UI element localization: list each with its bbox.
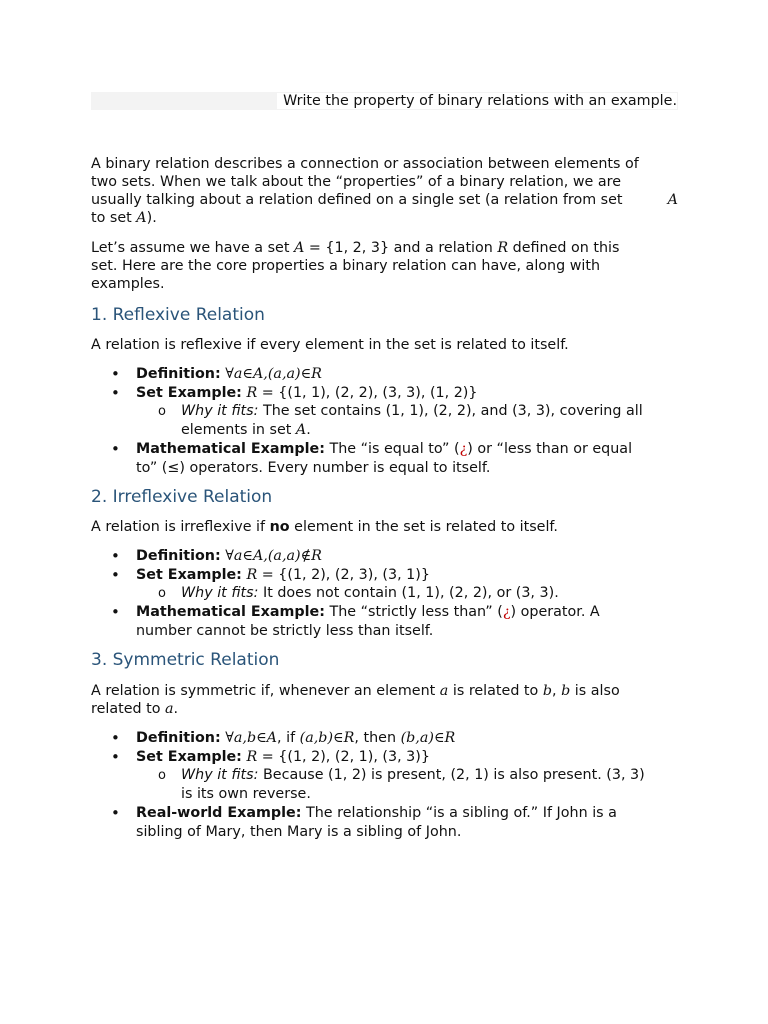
question-text: Write the property of binary relations with an example. <box>277 93 677 109</box>
definition-item: • Definition: ∀a∈A,(a,a)∈R <box>91 365 678 384</box>
property-list <box>91 547 678 640</box>
section-heading-reflexive: 1. Reflexive Relation <box>91 305 265 325</box>
property-list <box>91 365 678 477</box>
math-example-item: • Mathematical Example: The “is equal to” (¿) or “less than or equal to” (≤) operators. Every number is equal to itself. <box>91 440 678 477</box>
question-bar <box>91 92 678 110</box>
definition-item: • Definition: ∀a∈A,(a,a)∉R <box>91 547 678 566</box>
real-world-example-item: • Real-world Example: The relationship “is a sibling of.” If John is a sibling of Mary, then Mary is a sibling of John. <box>91 804 678 841</box>
definition-item: • Definition: ∀a,b∈A, if (a,b)∈R, then (b,a)∈R <box>91 729 678 748</box>
sub-list <box>136 584 678 603</box>
sub-list <box>136 766 678 804</box>
intro-paragraph: A binary relation describes a connection or association between elements of two sets. When we talk about the “properties” of a binary relation, we are usually talking about a relation defined on a single set (a relation from set A to set A). <box>91 156 678 226</box>
section-description: A relation is symmetric if, whenever an element a is related to b, b is also related to a. <box>91 683 620 717</box>
section-description: A relation is reflexive if every element in the set is related to itself. <box>91 337 569 353</box>
document-page <box>91 92 678 841</box>
section-description: A relation is irreflexive if no element in the set is related to itself. <box>91 519 558 535</box>
set-example-item: • Set Example: R = {(1, 2), (2, 1), (3, 3)} o Why it fits: Because (1, 2) is present, (2, 1) is also present. (3, 3) is its own reverse. <box>91 748 678 805</box>
set-example-item: • Set Example: R = {(1, 2), (2, 3), (3, 1)} o Why it fits: It does not contain (1, 1), (2, 2), or (3, 3). <box>91 566 678 604</box>
why-it-fits-item: o Why it fits: It does not contain (1, 1), (2, 2), or (3, 3). <box>136 584 678 603</box>
section-heading-irreflexive: 2. Irreflexive Relation <box>91 487 273 507</box>
why-it-fits-item: o Why it fits: Because (1, 2) is present, (2, 1) is also present. (3, 3) is its own reverse. <box>136 766 678 804</box>
section-heading-symmetric: 3. Symmetric Relation <box>91 650 280 670</box>
sub-list <box>136 402 678 440</box>
math-example-item: • Mathematical Example: The “strictly less than” (¿) operator. A number cannot be strictly less than itself. <box>91 603 678 640</box>
set-example-item: • Set Example: R = {(1, 1), (2, 2), (3, 3), (1, 2)} o Why it fits: The set contains (1, 1), (2, 2), and (3, 3), covering all elements in set A. <box>91 384 678 441</box>
property-list <box>91 729 678 841</box>
intro-paragraph-2: Let’s assume we have a set A = {1, 2, 3} and a relation R defined on this set. Here are the core properties a binary relation can have, along with examples. <box>91 240 620 292</box>
why-it-fits-item: o Why it fits: The set contains (1, 1), (2, 2), and (3, 3), covering all elements in set A. <box>136 402 678 440</box>
